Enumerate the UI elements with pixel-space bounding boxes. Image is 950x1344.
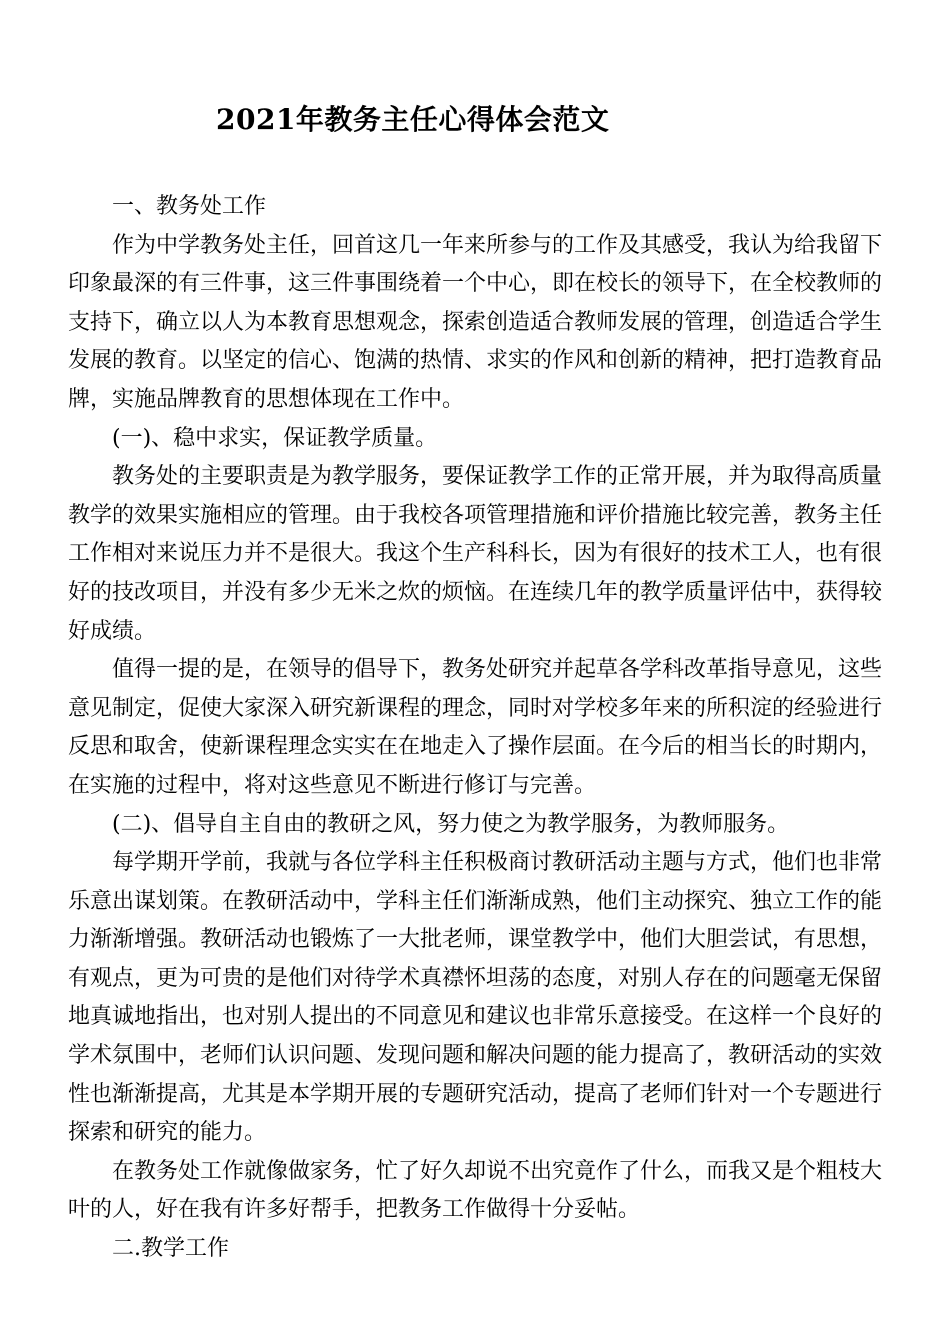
paragraph-quality: 教务处的主要职责是为教学服务，要保证教学工作的正常开展，并为取得高质量教学的效果实施相应的管理。由于我校各项管理措施和评价措施比较完善，教务主任工作相对来说压力并不是很大。我这个生产科科长，因为有很好的技术工人，也有很好的技改项目，并没有多少无米之炊的烦恼。在连续几年的教学质量评估中，获得较好成绩。: [68, 464, 883, 644]
document-page: [68, 92, 882, 1269]
subsection-heading-2: (二)、倡导自主自由的教研之风，努力使之为教学服务，为教师服务。: [112, 811, 790, 837]
document-title: 2021年教务主任心得体会范文: [216, 103, 610, 136]
paragraph-reform: 值得一提的是，在领导的倡导下，教务处研究并起草各学科改革指导意见，这些意见制定，促使大家深入研究新课程的理念，同时对学校多年来的所积淀的经验进行反思和取舍，使新课程理念实实在在地走入了操作层面。在今后的相当长的时期内，在实施的过程中，将对这些意见不断进行修订与完善。: [68, 657, 883, 798]
section-heading-2: 二.教学工作: [112, 1236, 229, 1262]
section-heading-1: 一、教务处工作: [112, 194, 267, 219]
subsection-heading-1: (一)、稳中求实，保证教学质量。: [112, 425, 438, 451]
paragraph-research: 每学期开学前，我就与各位学科主任积极商讨教研活动主题与方式，他们也非常乐意出谋划策。在教研活动中，学科主任们渐渐成熟，他们主动探究、独立工作的能力渐渐增强。教研活动也锻炼了一大批老师，课堂教学中，他们大胆尝试，有思想，有观点，更为可贵的是他们对待学术真襟怀坦荡的态度，对别人存在的问题毫无保留地真诚地指出，也对别人提出的不同意见和建议也非常乐意接受。在这样一个良好的学术氛围中，老师们认识问题、发现问题和解决问题的能力提高了，教研活动的实效性也渐渐提高，尤其是本学期开展的专题研究活动，提高了老师们针对一个专题进行探索和研究的能力。: [68, 850, 883, 1146]
paragraph-housework: 在教务处工作就像做家务，忙了好久却说不出究竟作了什么，而我又是个粗枝大叶的人，好在我有许多好帮手，把教务工作做得十分妥帖。: [68, 1158, 883, 1223]
paragraph-intro: 作为中学教务处主任，回首这几一年来所参与的工作及其感受，我认为给我留下印象最深的有三件事，这三件事围绕着一个中心，即在校长的领导下，在全校教师的支持下，确立以人为本教育思想观念，探索创造适合教师发展的管理，创造适合学生发展的教育。以坚定的信心、饱满的热情、求实的作风和创新的精神，把打造教育品牌，实施品牌教育的思想体现在工作中。: [68, 232, 883, 412]
